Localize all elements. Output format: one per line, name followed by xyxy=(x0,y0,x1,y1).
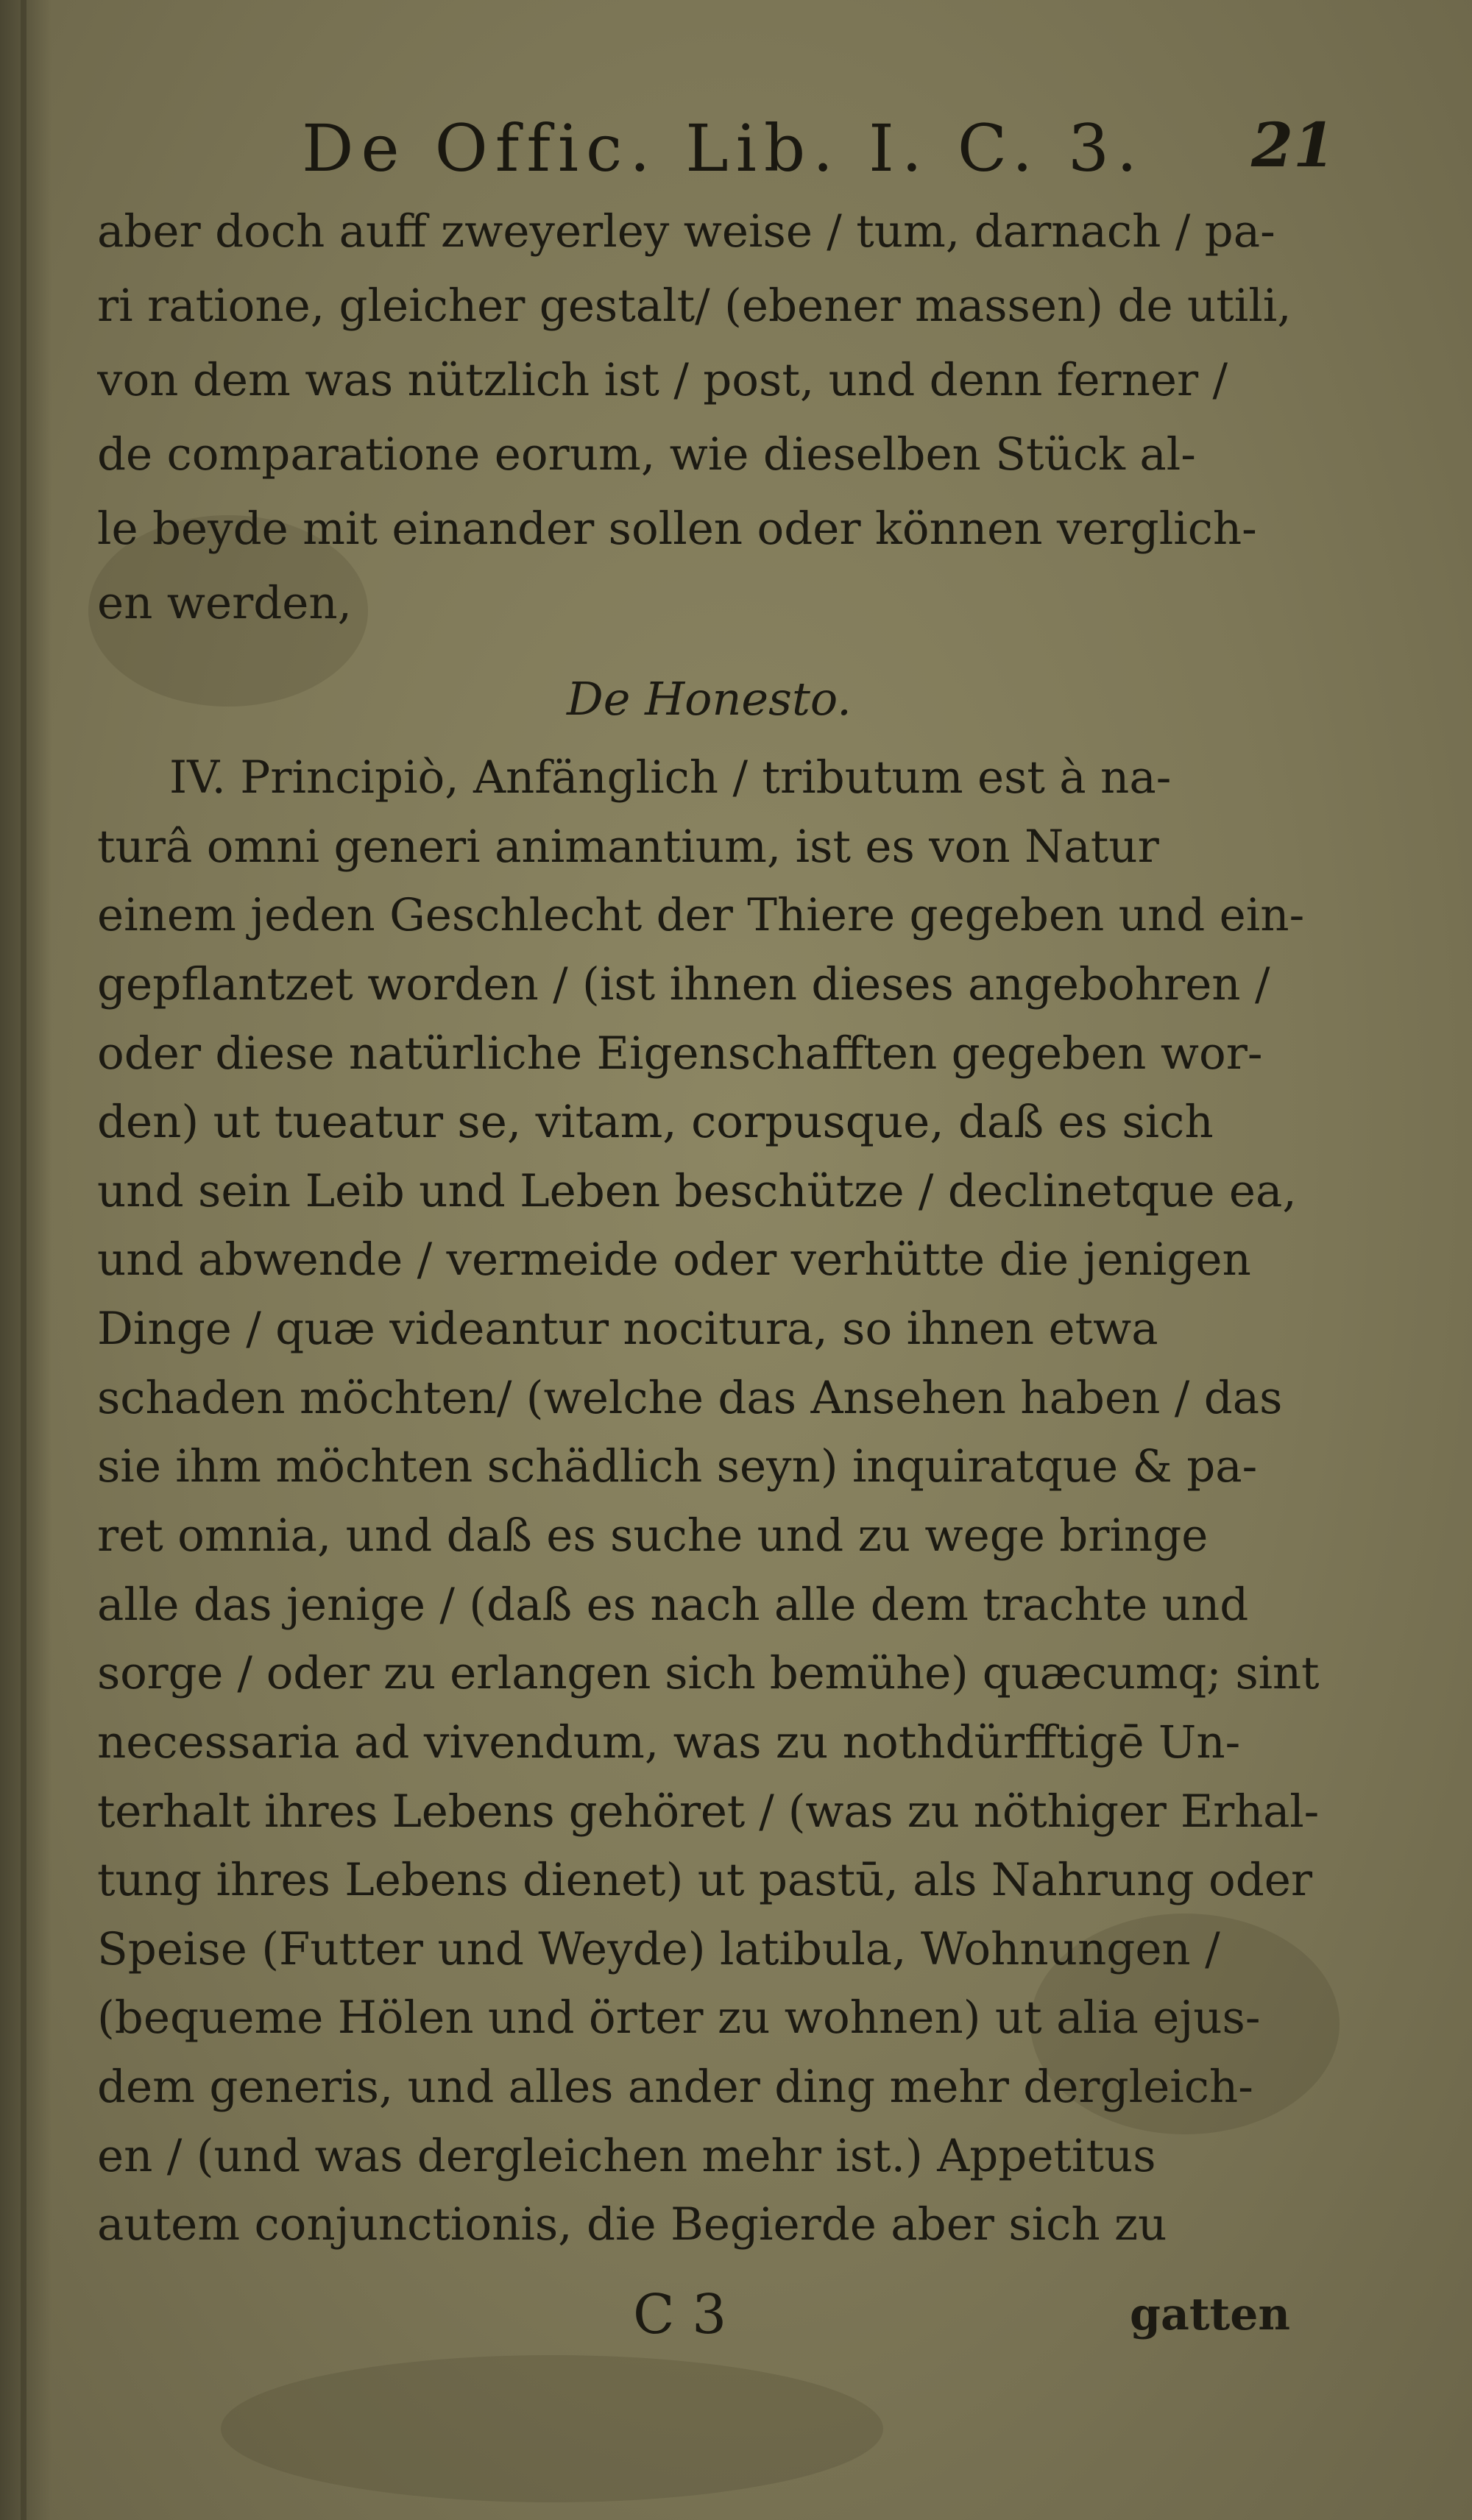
text-line: (bequeme Hölen und örter zu wohnen) ut alia ejus- xyxy=(97,1992,1261,2044)
text-line: sie ihm möchten schädlich seyn) inquiratque & pa- xyxy=(97,1440,1258,1493)
text-line: einem jeden Geschlecht der Thiere gegeben und ein- xyxy=(97,889,1305,941)
text-line: von dem was nützlich ist / post, und denn ferner / xyxy=(97,354,1228,406)
text-line: en / (und was dergleichen mehr ist.) Appetitus xyxy=(97,2130,1156,2182)
text-line: IV. Principiò, Anfänglich / tributum est à na- xyxy=(169,751,1172,804)
text-line: ret omnia, und daß es suche und zu wege bringe xyxy=(97,1509,1209,1562)
text-line: und abwende / vermeide oder verhütte die jenigen xyxy=(97,1234,1251,1286)
text-line: ri ratione, gleicher gestalt/ (ebener massen) de utili, xyxy=(97,280,1292,332)
text-line: alle das jenige / (daß es nach alle dem trachte und xyxy=(97,1579,1249,1631)
text-line: Dinge / quæ videantur nocitura, so ihnen etwa xyxy=(97,1303,1158,1355)
text-line: tung ihres Lebens dienet) ut pastū, als Nahrung oder xyxy=(97,1854,1313,1906)
text-line: und sein Leib und Leben beschütze / declinetque ea, xyxy=(97,1165,1297,1217)
text-line: gepflantzet worden / (ist ihnen dieses angebohren / xyxy=(97,958,1270,1011)
paper-stain xyxy=(221,2355,883,2502)
text-line: en werden, xyxy=(97,577,353,629)
text-line: autem conjunctionis, die Begierde aber sich zu xyxy=(97,2198,1167,2251)
text-line: aber doch auff zweyerley weise / tum, darnach / pa- xyxy=(97,205,1275,258)
text-line: den) ut tueatur se, vitam, corpusque, daß es sich xyxy=(97,1096,1214,1148)
binding-edge xyxy=(21,0,26,2520)
text-line: sorge / oder zu erlangen sich bemühe) quæcumq; sint xyxy=(97,1647,1319,1699)
page-number: 21 xyxy=(1251,110,1336,181)
text-line: le beyde mit einander sollen oder können verglich- xyxy=(97,503,1257,555)
running-head: De Offic. Lib. I. C. 3. xyxy=(302,110,1144,186)
text-line: dem generis, und alles ander ding mehr dergleich- xyxy=(97,2061,1253,2113)
text-line: turâ omni generi animantium, ist es von Natur xyxy=(97,821,1159,873)
section-heading: De Honesto. xyxy=(567,672,852,726)
text-line: necessaria ad vivendum, was zu nothdürfftigē Un- xyxy=(97,1716,1241,1769)
signature-mark: C 3 xyxy=(633,2283,727,2346)
text-line: Speise (Futter und Weyde) latibula, Wohnungen / xyxy=(97,1923,1220,1975)
text-line: de comparatione eorum, wie dieselben Stück al- xyxy=(97,428,1196,481)
text-line: terhalt ihres Lebens gehöret / (was zu nöthiger Erhal- xyxy=(97,1785,1319,1838)
catchword: gatten xyxy=(1130,2289,1291,2340)
text-line: oder diese natürliche Eigenschafften gegeben wor- xyxy=(97,1027,1263,1080)
text-line: schaden möchten/ (welche das Ansehen haben / das xyxy=(97,1372,1283,1424)
